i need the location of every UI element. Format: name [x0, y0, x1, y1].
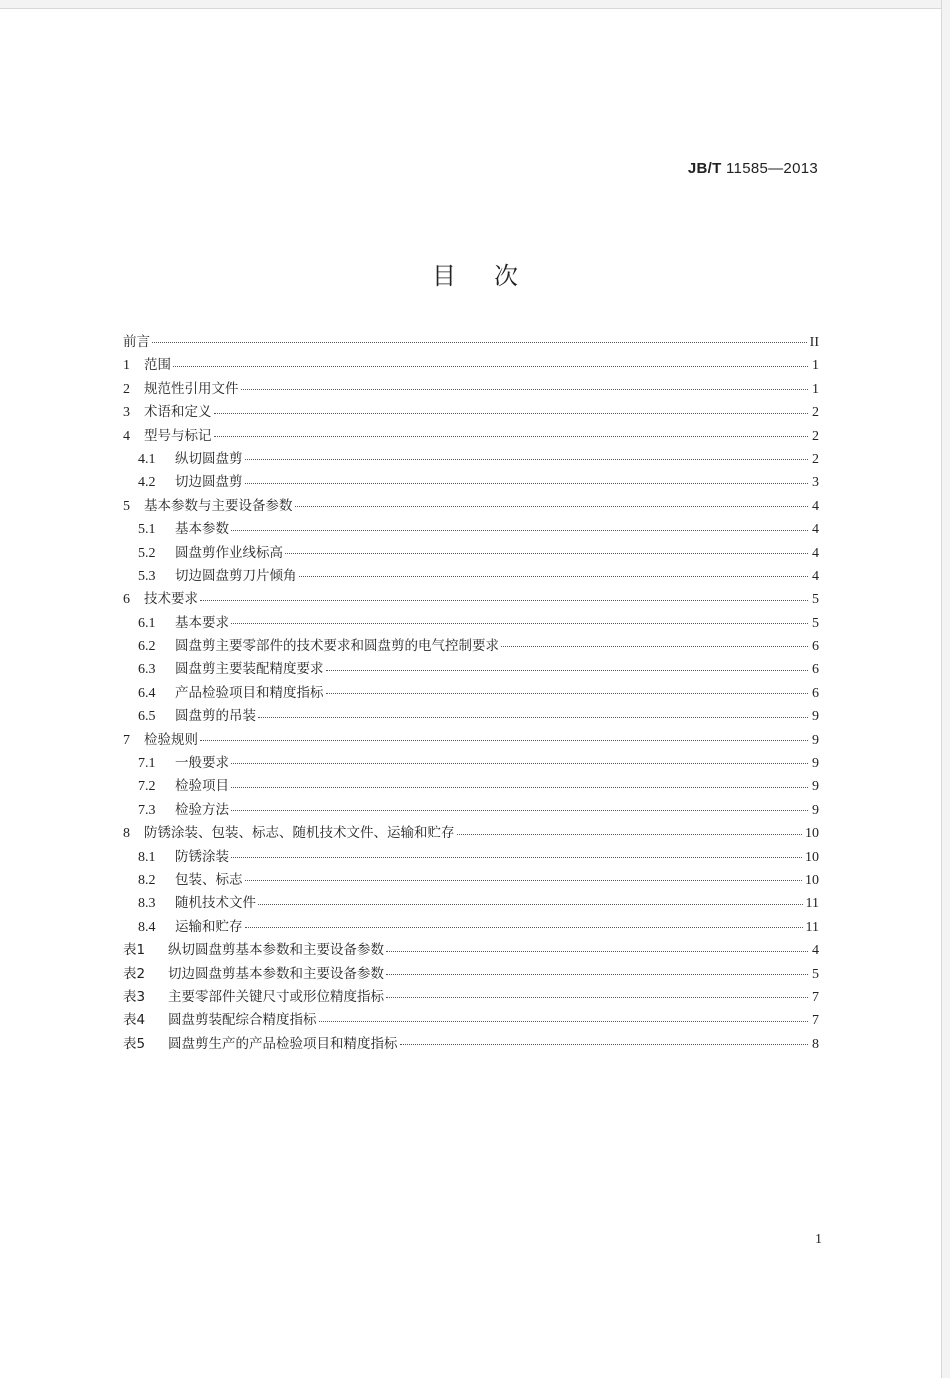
toc-entry[interactable] [123, 916, 819, 939]
toc-entry[interactable] [123, 1033, 819, 1056]
toc-entry-page: 3 [812, 475, 819, 491]
toc-entry-number: 8.4 [138, 919, 156, 935]
toc-entry-page: 2 [812, 405, 819, 421]
toc-entry-label: 前言 [123, 334, 150, 350]
toc-entry-label: 圆盘剪装配综合精度指标 [168, 1012, 317, 1029]
toc-entry-number: 5.2 [138, 545, 156, 561]
toc-entry-page: 9 [812, 802, 819, 818]
toc-leader-dots [231, 762, 808, 764]
toc-entry-page: 7 [812, 1013, 819, 1029]
toc-entry-page: 11 [805, 919, 819, 935]
page-edge-right [941, 0, 950, 1378]
toc-leader-dots [386, 996, 808, 998]
toc-entry-page: 1 [812, 381, 819, 397]
toc-entry-label: 基本参数与主要设备参数 [144, 497, 293, 514]
toc-entry[interactable] [123, 401, 819, 424]
toc-entry-label: 检验方法 [175, 801, 229, 818]
toc-entry-number: 1 [123, 358, 130, 374]
toc-entry-number: 6 [123, 592, 130, 608]
toc-entry[interactable] [123, 471, 819, 494]
toc-entry[interactable] [123, 658, 819, 681]
toc-entry-label: 纵切圆盘剪 [175, 450, 243, 467]
toc-entry-number: 8.3 [138, 896, 156, 912]
toc-entry-label: 纵切圆盘剪基本参数和主要设备参数 [168, 942, 384, 959]
toc-leader-dots [231, 809, 808, 811]
toc-entry-label: 产品检验项目和精度指标 [175, 684, 324, 701]
standard-code-prefix: JB/T [687, 160, 722, 177]
toc-entry-number: 5.1 [138, 522, 156, 538]
toc-entry[interactable] [123, 846, 819, 869]
toc-entry-label: 检验项目 [175, 778, 229, 795]
toc-leader-dots [231, 529, 808, 531]
table-of-contents [123, 331, 819, 1056]
toc-entry-page: 2 [812, 451, 819, 467]
toc-entry-label: 圆盘剪生产的产品检验项目和精度指标 [168, 1035, 398, 1052]
toc-entry-page: 9 [812, 709, 819, 725]
toc-entry-label: 防锈涂装 [175, 848, 229, 865]
toc-leader-dots [299, 575, 809, 577]
toc-leader-dots [258, 903, 803, 905]
toc-leader-dots [231, 622, 808, 624]
toc-entry-number: 5.3 [138, 568, 156, 584]
toc-entry-page: 10 [805, 872, 819, 888]
toc-leader-dots [245, 926, 803, 928]
toc-entry-label: 切边圆盘剪 [175, 474, 243, 491]
toc-entry[interactable] [123, 799, 819, 822]
toc-leader-dots [200, 739, 808, 741]
toc-entry-label: 术语和定义 [144, 404, 212, 421]
toc-entry[interactable] [123, 705, 819, 728]
toc-entry-label: 基本要求 [175, 614, 229, 631]
toc-entry-label: 圆盘剪主要零部件的技术要求和圆盘剪的电气控制要求 [175, 638, 499, 655]
toc-entry[interactable] [123, 612, 819, 635]
toc-entry-page: 4 [812, 943, 819, 959]
toc-entry[interactable] [123, 354, 819, 377]
toc-entry-number: 表4 [123, 1012, 146, 1029]
toc-leader-dots [152, 341, 807, 343]
toc-entry-number: 8 [123, 826, 130, 842]
toc-leader-dots [258, 716, 808, 718]
toc-entry-label: 技术要求 [144, 591, 198, 608]
toc-entry-page: 6 [812, 685, 819, 701]
toc-leader-dots [457, 833, 803, 835]
toc-leader-dots [501, 645, 808, 647]
toc-entry-page: 5 [812, 966, 819, 982]
toc-leader-dots [245, 482, 809, 484]
toc-leader-dots [214, 435, 809, 437]
toc-entry-page: 4 [812, 522, 819, 538]
toc-entry-page: 8 [812, 1036, 819, 1052]
toc-leader-dots [386, 950, 808, 952]
toc-entry-number: 7.2 [138, 779, 156, 795]
toc-entry-page: II [809, 335, 819, 350]
toc-entry-page: 11 [805, 896, 819, 912]
toc-entry-page: 1 [812, 358, 819, 374]
toc-entry-label: 圆盘剪作业线标高 [175, 544, 283, 561]
toc-entry-label: 包装、标志 [175, 871, 243, 888]
toc-leader-dots [245, 879, 803, 881]
toc-entry-number: 2 [123, 381, 130, 397]
page-edge-top [0, 0, 950, 9]
toc-entry[interactable] [123, 542, 819, 565]
toc-entry-number: 6.3 [138, 662, 156, 678]
toc-entry[interactable] [123, 448, 819, 471]
toc-entry[interactable] [123, 963, 819, 986]
toc-leader-dots [326, 692, 809, 694]
toc-entry[interactable] [123, 565, 819, 588]
toc-entry-number: 6.5 [138, 709, 156, 725]
toc-entry-number: 4 [123, 428, 130, 444]
toc-entry-number: 表1 [123, 942, 146, 959]
toc-entry-label: 随机技术文件 [175, 895, 256, 912]
toc-entry[interactable] [123, 518, 819, 541]
toc-entry-number: 6.4 [138, 685, 156, 701]
toc-entry-number: 8.2 [138, 872, 156, 888]
toc-entry-label: 切边圆盘剪刀片倾角 [175, 567, 297, 584]
toc-entry-label: 检验规则 [144, 731, 198, 748]
toc-entry-number: 7 [123, 732, 130, 748]
toc-entry-label: 切边圆盘剪基本参数和主要设备参数 [168, 965, 384, 982]
toc-entry-number: 8.1 [138, 849, 156, 865]
toc-entry[interactable] [123, 869, 819, 892]
toc-leader-dots [200, 599, 808, 601]
toc-entry[interactable] [123, 939, 819, 962]
toc-entry-page: 5 [812, 615, 819, 631]
toc-entry[interactable] [123, 682, 819, 705]
toc-entry-number: 7.1 [138, 756, 156, 772]
toc-leader-dots [241, 388, 809, 390]
toc-entry-page: 6 [812, 639, 819, 655]
toc-entry-page: 9 [812, 732, 819, 748]
page-title: 目次 [432, 262, 556, 290]
toc-entry[interactable] [123, 775, 819, 798]
toc-entry[interactable] [123, 425, 819, 448]
toc-entry[interactable] [123, 729, 819, 752]
toc-entry-page: 7 [812, 989, 819, 1005]
toc-entry[interactable] [123, 752, 819, 775]
toc-entry-page: 10 [805, 849, 819, 865]
toc-entry-page: 9 [812, 756, 819, 772]
toc-leader-dots [386, 973, 808, 975]
toc-entry-label: 型号与标记 [144, 427, 212, 444]
toc-entry-label: 基本参数 [175, 521, 229, 538]
toc-entry-label: 一般要求 [175, 755, 229, 772]
toc-leader-dots [173, 365, 808, 367]
toc-entry-number: 7.3 [138, 802, 156, 818]
toc-entry[interactable] [123, 892, 819, 915]
toc-leader-dots [231, 786, 808, 788]
toc-entry-page: 5 [812, 592, 819, 608]
toc-leader-dots [245, 458, 809, 460]
toc-entry-label: 圆盘剪的吊装 [175, 708, 256, 725]
toc-entry-label: 防锈涂装、包装、标志、随机技术文件、运输和贮存 [144, 825, 455, 842]
toc-entry[interactable] [123, 331, 819, 354]
toc-entry-number: 6.1 [138, 615, 156, 631]
toc-entry[interactable] [123, 495, 819, 518]
toc-entry-label: 圆盘剪主要装配精度要求 [175, 661, 324, 678]
toc-entry-label: 范围 [144, 357, 171, 374]
toc-entry[interactable] [123, 635, 819, 658]
toc-entry-page: 9 [812, 779, 819, 795]
toc-entry[interactable] [123, 588, 819, 611]
toc-entry-page: 4 [812, 545, 819, 561]
toc-leader-dots [231, 856, 802, 858]
toc-entry[interactable] [123, 378, 819, 401]
page-number: 1 [815, 1232, 822, 1247]
toc-entry-label: 规范性引用文件 [144, 380, 239, 397]
standard-code-number: 11585—2013 [726, 160, 818, 177]
toc-entry-page: 6 [812, 662, 819, 678]
toc-entry-page: 2 [812, 428, 819, 444]
toc-entry-page: 4 [812, 568, 819, 584]
toc-entry-number: 5 [123, 498, 130, 514]
toc-leader-dots [285, 552, 808, 554]
toc-entry-number: 表2 [123, 965, 146, 982]
toc-entry-page: 4 [812, 498, 819, 514]
toc-leader-dots [214, 412, 809, 414]
toc-leader-dots [295, 505, 809, 507]
toc-entry-number: 表5 [123, 1035, 146, 1052]
toc-entry-number: 表3 [123, 988, 146, 1005]
toc-entry[interactable] [123, 986, 819, 1009]
toc-entry-number: 3 [123, 405, 130, 421]
standard-code [688, 160, 818, 177]
toc-entry-number: 6.2 [138, 639, 156, 655]
toc-entry-number: 4.1 [138, 451, 156, 467]
toc-leader-dots [319, 1020, 809, 1022]
toc-entry[interactable] [123, 822, 819, 845]
toc-entry-label: 主要零部件关键尺寸或形位精度指标 [168, 988, 384, 1005]
toc-leader-dots [326, 669, 809, 671]
toc-leader-dots [400, 1043, 809, 1045]
toc-entry-label: 运输和贮存 [175, 918, 243, 935]
toc-entry-number: 4.2 [138, 475, 156, 491]
toc-entry[interactable] [123, 1009, 819, 1032]
toc-entry-page: 10 [805, 826, 819, 842]
